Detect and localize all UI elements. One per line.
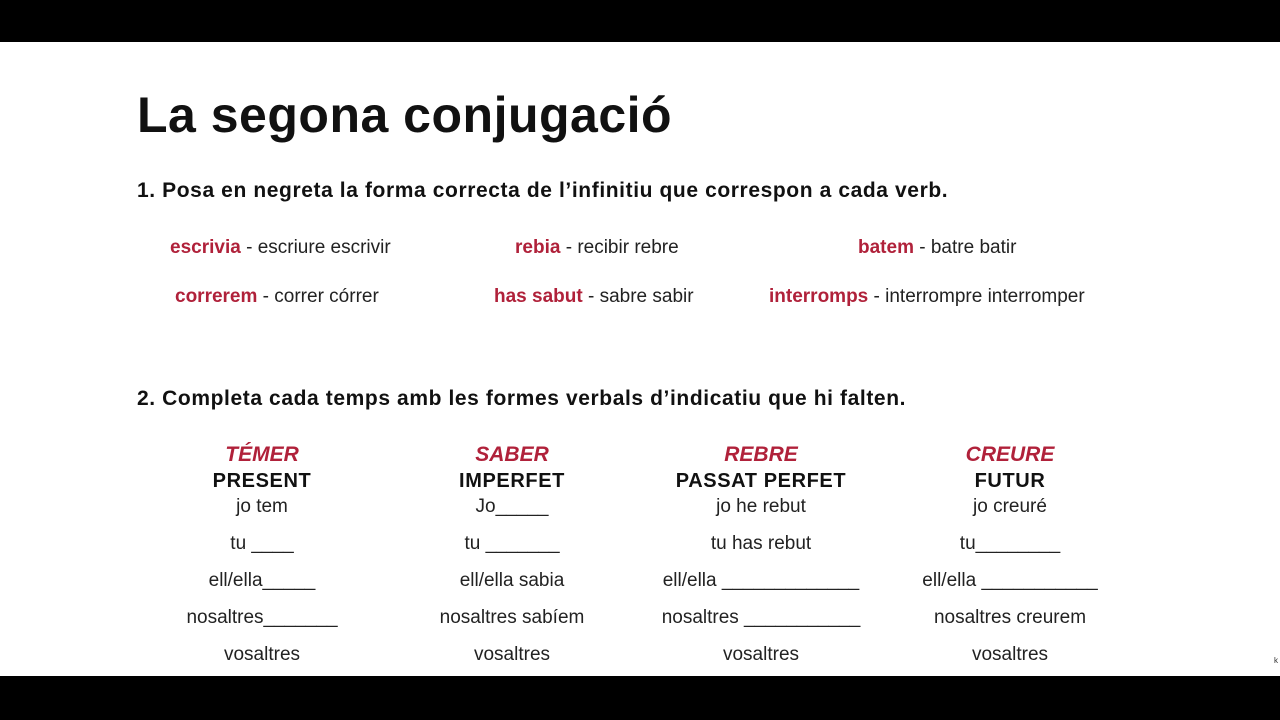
verb-item — [858, 237, 1016, 259]
conjugation-row: jo tem — [236, 496, 288, 517]
infinitive-options: sabre sabir — [599, 286, 694, 307]
infinitive-options: correr córrer — [274, 286, 379, 307]
conjugation-row: ell/ella _____________ — [662, 570, 860, 591]
exercise-2-instruction: 2. Completa cada temps amb les formes verbals d’indicatiu que hi falten. — [137, 387, 907, 410]
conjugation-column-temer — [132, 442, 392, 676]
conjugation-row: tu has rebut — [710, 533, 812, 554]
separator: - — [913, 237, 931, 258]
conjugation-row: tu _______ — [464, 533, 560, 554]
tense-heading: FUTUR — [974, 470, 1046, 492]
conjugation-row: vosaltres — [722, 644, 800, 665]
page-title: La segona conjugació — [137, 87, 673, 143]
conjugation-row: ell/ella ___________ — [922, 570, 1098, 591]
separator: - — [257, 286, 275, 307]
conjugation-row: nosaltres sabíem — [439, 607, 585, 628]
infinitive-heading: REBRE — [724, 443, 798, 466]
conjugation-row: vosaltres — [971, 644, 1049, 665]
tense-heading: PRESENT — [212, 470, 312, 492]
separator: - — [560, 237, 578, 258]
tense-heading: PASSAT PERFET — [675, 470, 847, 492]
infinitive-heading: TÉMER — [225, 443, 299, 466]
infinitive-heading: SABER — [475, 443, 549, 466]
verb-form: has sabut — [494, 286, 583, 307]
conjugation-row: tu ____ — [230, 533, 294, 554]
infinitive-heading: CREURE — [965, 443, 1055, 466]
conjugation-column-rebre — [631, 442, 891, 676]
verb-item — [170, 237, 391, 259]
infinitive-options: recibir rebre — [577, 237, 679, 258]
corner-mark: k — [1274, 656, 1278, 665]
verb-form: escrivia — [170, 237, 241, 258]
conjugation-row: nosaltres ___________ — [661, 607, 861, 628]
verb-form: interromps — [769, 286, 869, 307]
separator: - — [240, 237, 258, 258]
verb-item — [175, 286, 379, 308]
conjugation-row: tu________ — [959, 533, 1061, 554]
conjugation-column-saber — [382, 442, 642, 676]
infinitive-options: escriure escrivir — [257, 237, 391, 258]
separator: - — [868, 286, 886, 307]
conjugation-row: ell/ella sabia — [459, 570, 565, 591]
verb-form: rebia — [515, 237, 561, 258]
letterbox-top — [0, 0, 1280, 42]
verb-item — [769, 286, 1085, 308]
conjugation-row: ell/ella_____ — [208, 570, 316, 591]
conjugation-row: jo he rebut — [716, 496, 806, 517]
infinitive-options: interrompre interromper — [885, 286, 1085, 307]
verb-item — [494, 286, 694, 308]
infinitive-options: batre batir — [930, 237, 1017, 258]
worksheet-page — [0, 42, 1280, 676]
conjugation-row: Jo_____ — [475, 496, 549, 517]
letterbox-bottom — [0, 676, 1280, 720]
verb-form: batem — [858, 237, 914, 258]
exercise-1-instruction: 1. Posa en negreta la forma correcta de l’infinitiu que correspon a cada verb. — [137, 179, 949, 202]
verb-form: correrem — [175, 286, 258, 307]
conjugation-row: jo creuré — [973, 496, 1047, 517]
verb-item — [515, 237, 679, 259]
conjugation-row: vosaltres — [473, 644, 551, 665]
conjugation-row: nosaltres_______ — [186, 607, 338, 628]
conjugation-row: vosaltres — [223, 644, 301, 665]
conjugation-row: nosaltres creurem — [933, 607, 1087, 628]
conjugation-column-creure — [880, 442, 1140, 676]
separator: - — [582, 286, 600, 307]
tense-heading: IMPERFET — [459, 470, 565, 492]
